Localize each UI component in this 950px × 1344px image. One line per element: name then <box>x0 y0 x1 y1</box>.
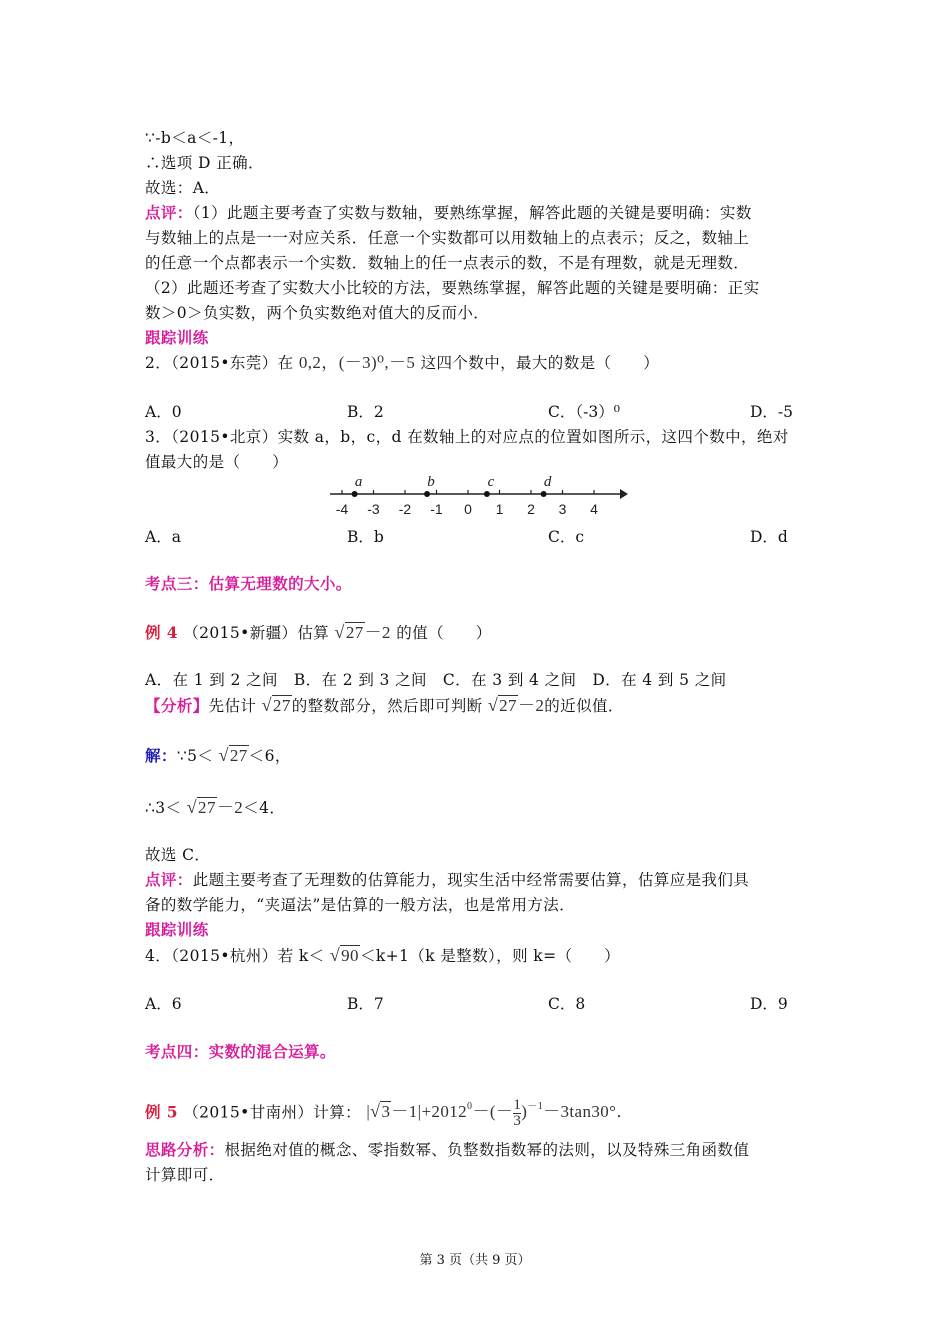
number-line-figure <box>325 470 635 520</box>
example-label: 例 4 <box>145 623 178 642</box>
example-text: （2015•新疆）估算 <box>183 624 330 642</box>
text-line: （2）此题还考查了实数大小比较的方法，要熟练掌握，解答此题的关键是要明确：正实 <box>145 279 760 297</box>
text-line: 故选：A． <box>145 179 221 197</box>
comment-text: 此题主要考查了无理数的估算能力，现实生活中经常需要估算，估算应是我们具 <box>192 871 750 889</box>
solution-label: 解： <box>145 746 177 765</box>
solution-text: ＜4． <box>243 799 286 817</box>
number-line-point-c <box>484 491 490 497</box>
text-line: 3．（2015•北京）实数 a，b，c，d 在数轴上的对应点的位置如图所示，这四个数中，绝对 <box>145 428 789 446</box>
text-line: 的任意一个点都表示一个实数．数轴上的任一点表示的数，不是有理数，就是无理数． <box>145 254 750 272</box>
number-line-tick-label: 3 <box>558 501 567 517</box>
example-text: 的值（ ） <box>396 624 492 642</box>
option-d: D．d <box>750 528 788 546</box>
question-math: √90 <box>329 945 359 965</box>
number-line-tick-label: 1 <box>495 501 504 517</box>
analysis <box>145 695 624 716</box>
fraction: $\frac{1}{3}$ <box>513 1097 522 1129</box>
question-text: ＜k+1（k 是整数），则 k=（ ） <box>359 947 621 965</box>
number-line-tick-label: -2 <box>398 501 412 517</box>
question-text: 2．（2015•东莞）在 <box>145 354 294 372</box>
option-d: D．9 <box>750 995 788 1013</box>
section-heading-4: 考点四：实数的混合运算。 <box>145 1042 336 1061</box>
analysis-label: 【分析】 <box>145 696 209 715</box>
number-line-point-a <box>352 491 358 497</box>
idea-paragraph <box>145 1140 749 1160</box>
number-line-point-d <box>541 491 547 497</box>
option-b: B．2 <box>347 403 384 421</box>
number-line-tick-label: -4 <box>335 501 349 517</box>
follow-up-heading: 跟踪训练 <box>145 328 209 347</box>
example-4 <box>145 622 492 643</box>
option-c: C．（-3）⁰ <box>548 403 620 421</box>
solution-line-2 <box>145 797 285 818</box>
number-line-point-b <box>424 491 430 497</box>
text-line: 数＞0＞负实数，两个负实数绝对值大的反而小． <box>145 304 490 322</box>
idea-label: 思路分析： <box>145 1140 225 1159</box>
option-b: B．7 <box>347 995 384 1013</box>
analysis-math: √27 <box>261 695 291 715</box>
number-line-tick-label: -3 <box>367 501 380 517</box>
question-text: 4．（2015•杭州）若 k＜ <box>145 947 325 965</box>
text-line: ∴选项 D 正确． <box>145 154 264 172</box>
text-line: 备的数学能力，“夹逼法”是估算的一般方法，也是常用方法． <box>145 896 576 914</box>
comment-text: （1）此题主要考查了实数与数轴，要熟练掌握，解答此题的关键是要明确：实数 <box>192 204 752 222</box>
number-line-point-label: a <box>354 474 363 490</box>
option-a: A．a <box>145 528 181 546</box>
solution-text: ∴3＜ <box>145 799 182 817</box>
text-line: 值最大的是（ ） <box>145 453 289 471</box>
example-4-options: A．在 1 到 2 之间 B．在 2 到 3 之间 C．在 3 到 4 之间 D．在 4 到 5 之间 <box>145 671 727 689</box>
number-line-tick-label: -1 <box>430 501 443 517</box>
analysis-math: √27－2 <box>487 695 545 715</box>
analysis-text: 先估计 <box>208 697 257 715</box>
option-c: C．c <box>548 528 585 546</box>
comment-label: 点评： <box>145 870 193 889</box>
example-text: （2015•甘南州）计算： <box>183 1103 362 1122</box>
number-line-tick-label: 2 <box>527 501 535 517</box>
option-b: B．b <box>347 528 384 546</box>
text-line: 计算即可． <box>145 1166 225 1184</box>
section-heading-3: 考点三：估算无理数的大小。 <box>145 574 352 593</box>
solution-text: ＜6， <box>248 747 291 765</box>
solution-math: √27 <box>218 745 248 765</box>
analysis-text: 的近似值． <box>544 697 624 715</box>
comment-paragraph <box>145 870 749 890</box>
question-text: 这四个数中，最大的数是（ ） <box>420 354 660 372</box>
page-footer: 第 3 页（共 9 页） <box>419 1253 531 1268</box>
option-c: C．8 <box>548 995 586 1013</box>
option-d: D．-5 <box>750 403 794 421</box>
example-math: √27－2 <box>334 622 391 642</box>
number-line-tick-label: 4 <box>590 501 598 517</box>
example-5 <box>145 1098 634 1129</box>
comment-label: 点评： <box>145 203 193 222</box>
text-line: 与数轴上的点是一一对应关系．任意一个实数都可以用数轴上的点表示；反之，数轴上 <box>145 229 750 247</box>
number-line-tick-label: 0 <box>464 501 472 517</box>
question-2 <box>145 353 659 373</box>
option-a: A．6 <box>145 995 182 1013</box>
question-math: 0,2，(－3)⁰,－5 <box>298 353 416 372</box>
option-a: A．0 <box>145 403 182 421</box>
example-label: 例 5 <box>145 1102 178 1122</box>
comment-paragraph <box>145 203 752 223</box>
text-line: ∵-b＜a＜-1， <box>145 129 245 147</box>
example-math: $|√3-1|+2012^0-(-$ $\frac{1}{3}$ )$^{-1}$－3tan30°． <box>366 1097 634 1129</box>
solution-text: ∵5＜ <box>176 747 214 765</box>
number-line-point-label: d <box>543 474 552 490</box>
solution-line-3: 故选 C． <box>145 846 211 864</box>
number-line-point-label: c <box>487 474 495 490</box>
follow-up-heading: 跟踪训练 <box>145 920 209 939</box>
analysis-text: 的整数部分，然后即可判断 <box>291 697 483 715</box>
question-4 <box>145 945 620 966</box>
idea-text: 根据绝对值的概念、零指数幂、负整数指数幂的法则，以及特殊三角函数值 <box>224 1141 750 1159</box>
number-line-point-label: b <box>427 474 435 490</box>
solution-line-1 <box>145 745 291 766</box>
solution-math: √27－2 <box>186 797 244 817</box>
